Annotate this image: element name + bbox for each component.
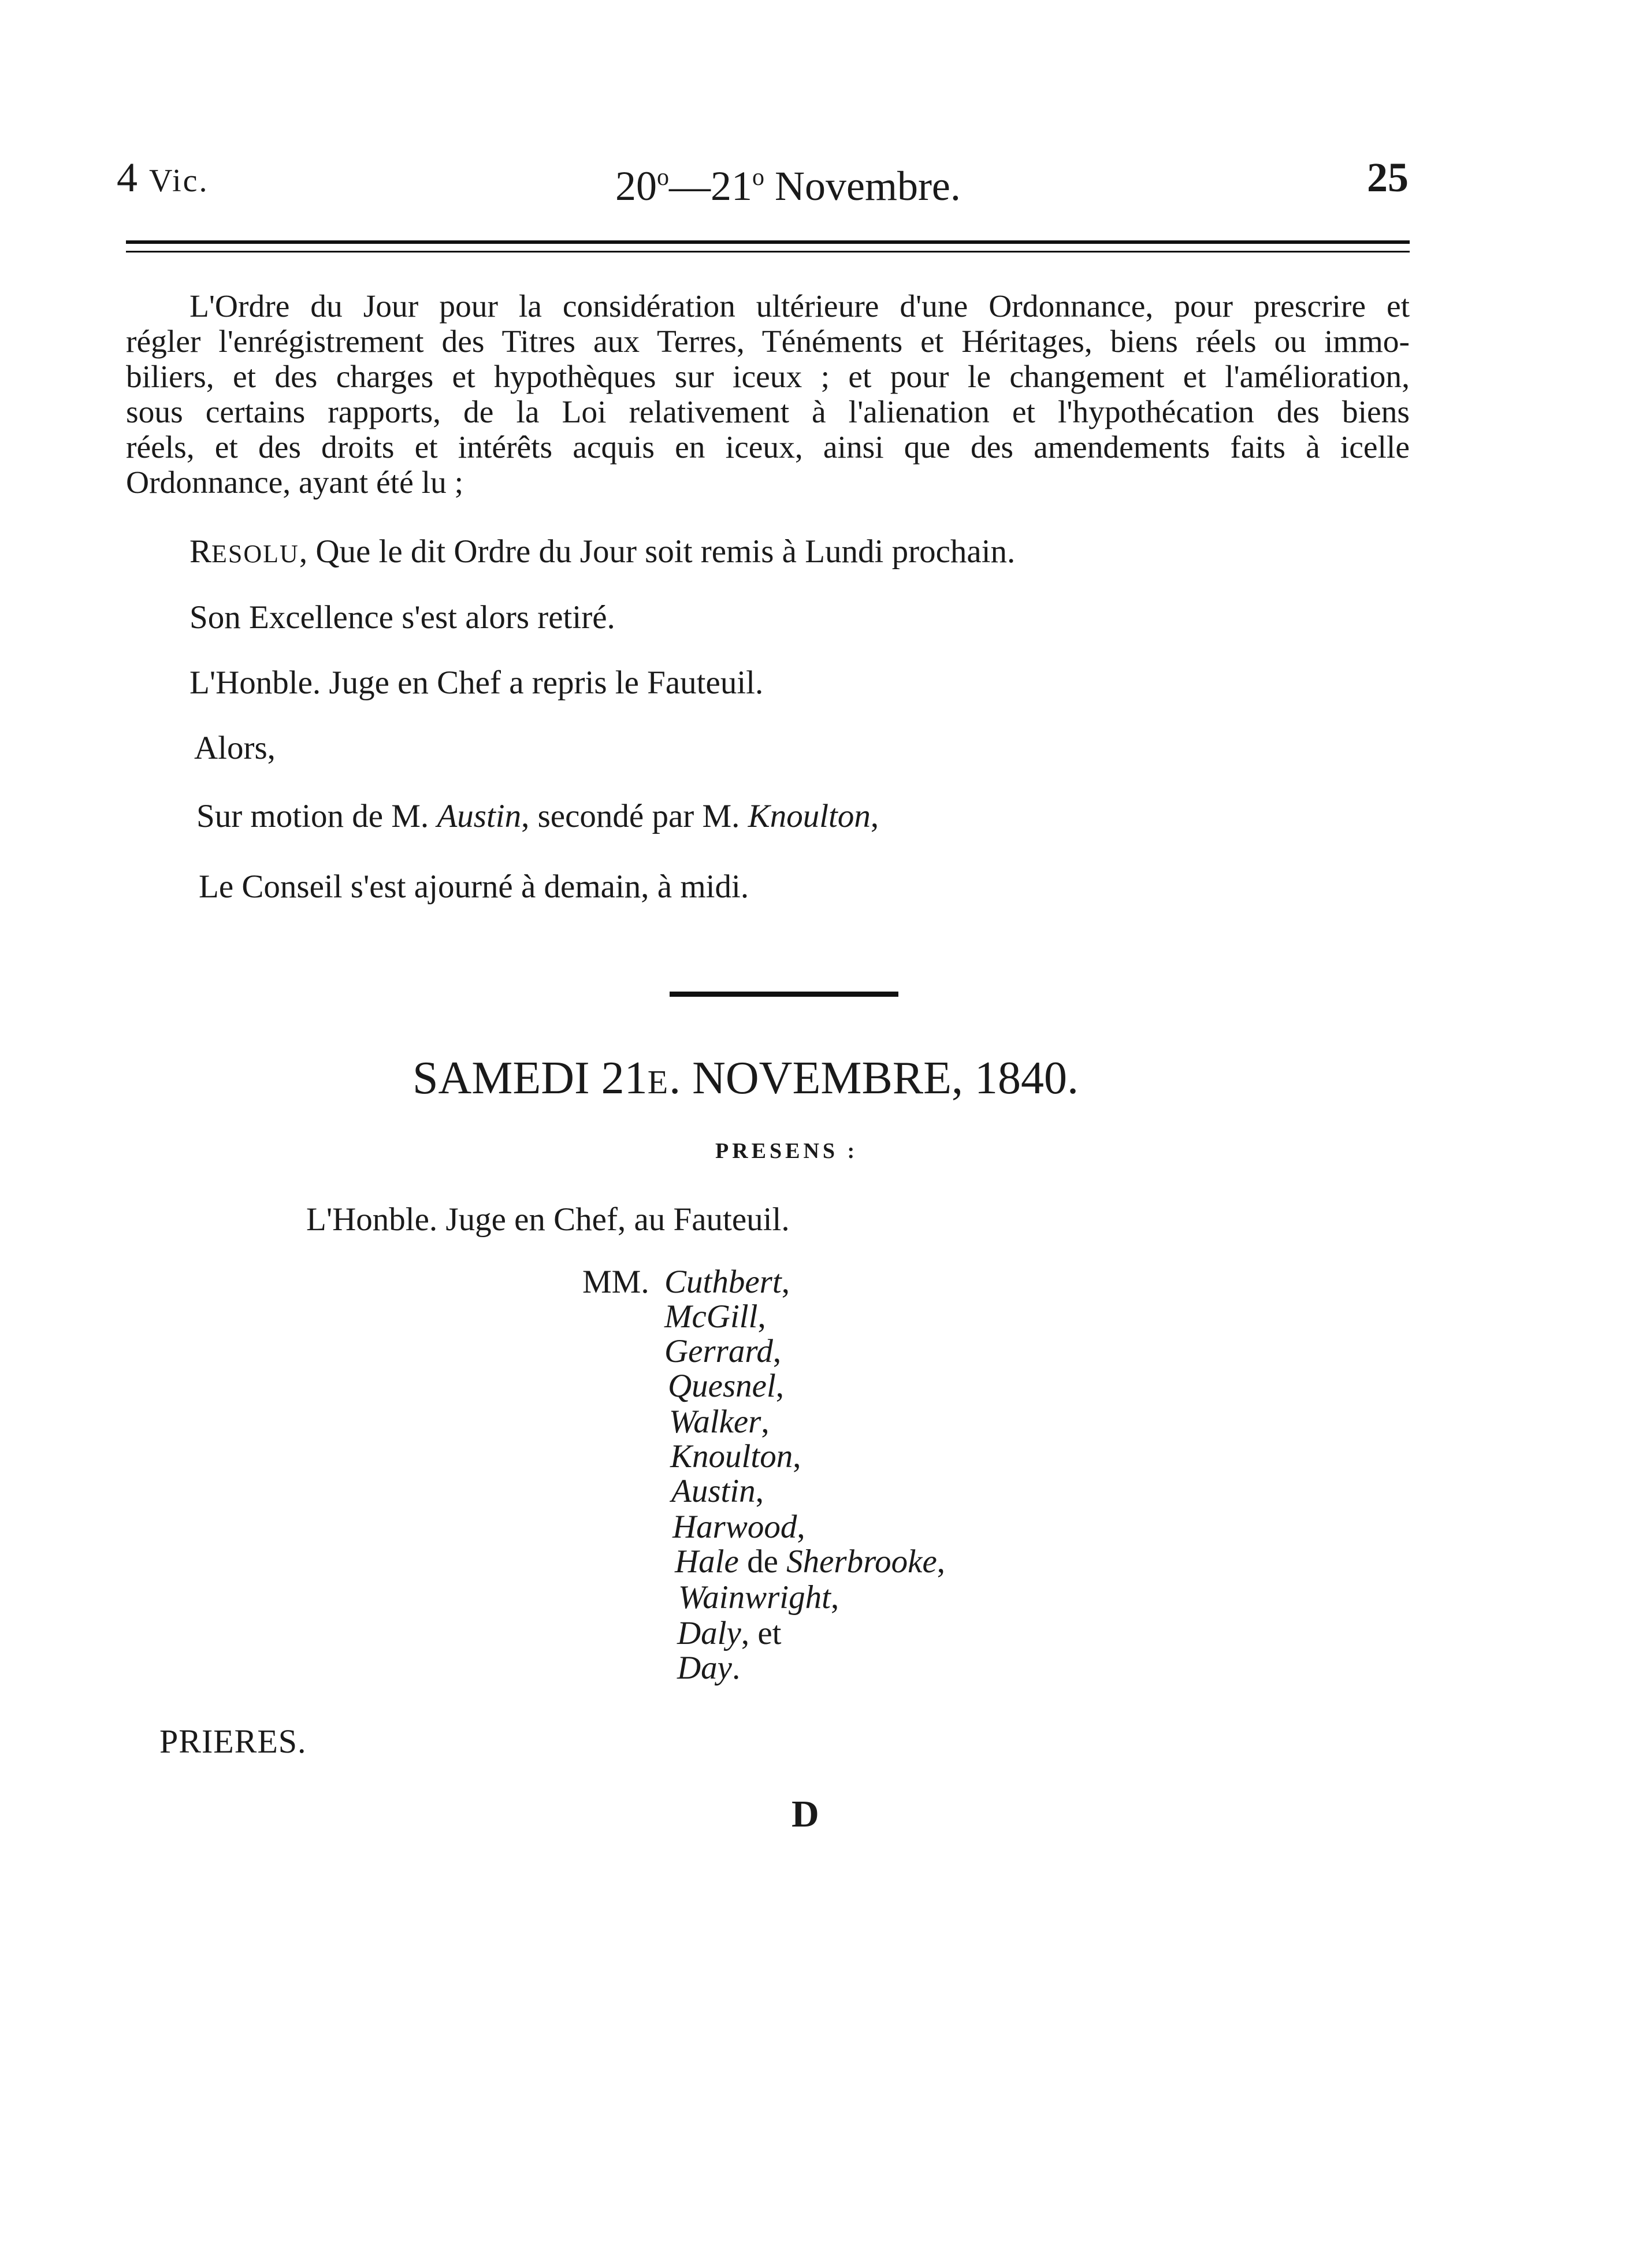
member-name: Knoulton: [670, 1438, 793, 1475]
paragraph-line: sous certains rapports, de la Loi relativement à l'alienation et l'hypothécation des biens: [126, 395, 1410, 430]
session-date-heading: [413, 1051, 1079, 1110]
member-punct: ,: [937, 1543, 946, 1580]
mm-prefix: MM.: [582, 1264, 649, 1300]
member-item: [664, 1335, 781, 1368]
header-rule-thick: [126, 240, 1410, 244]
member-punct: ,: [781, 1264, 790, 1300]
motion-mover-name: Austin: [437, 798, 522, 834]
member-item: [669, 1405, 770, 1438]
header-regnal-abbr: Vic.: [149, 163, 209, 199]
member-name-2: Sherbrooke: [786, 1543, 937, 1580]
member-item: [675, 1545, 945, 1578]
member-punct: ,: [755, 1473, 764, 1509]
chair-resumed-line: L'Honble. Juge en Chef a repris le Fauteuil.: [189, 665, 764, 701]
resolu-text: , Que le dit Ordre du Jour soit remis à Lundi prochain.: [299, 533, 1016, 570]
session-date-rest: . NOVEMBRE, 1840.: [669, 1053, 1079, 1104]
member-item: [672, 1510, 805, 1543]
paragraph-line: Ordonnance, ayant été lu ;: [126, 465, 464, 500]
resolution-line: [189, 532, 1015, 574]
header-rule-thin: [126, 251, 1410, 253]
member-name: Cuthbert: [664, 1264, 782, 1300]
header-dates: [615, 151, 961, 212]
member-name: Harwood: [672, 1509, 797, 1545]
member-connector: de: [738, 1543, 787, 1580]
member-punct: ,: [775, 1368, 785, 1404]
member-punct: .: [731, 1650, 741, 1686]
adjournment-line: Le Conseil s'est ajourné à demain, à midi.: [199, 868, 749, 905]
header-ordinal-1: o: [657, 164, 669, 191]
session-date-ordinal: E: [647, 1063, 670, 1101]
header-regnal-number: 4: [117, 154, 138, 201]
signature-mark: D: [792, 1793, 819, 1835]
member-punct: ,: [761, 1404, 770, 1440]
header-day-1: 20: [615, 163, 657, 209]
motion-prefix: Sur motion de M.: [196, 798, 437, 834]
member-item: [670, 1440, 801, 1473]
member-punct: ,: [830, 1579, 839, 1616]
member-name: Wainwright: [678, 1579, 831, 1616]
member-name: Gerrard: [664, 1333, 773, 1369]
header-regnal-year: [117, 151, 209, 207]
resolu-capital: R: [189, 533, 212, 570]
section-separator: [670, 992, 898, 997]
member-name: Quesnel: [668, 1368, 776, 1404]
member-name: Austin: [671, 1473, 756, 1509]
excellence-retired-line: Son Excellence s'est alors retiré.: [189, 599, 615, 636]
member-item: [664, 1300, 766, 1333]
order-of-day-paragraph: [126, 289, 1410, 500]
page-number: 25: [1367, 154, 1409, 201]
header-ordinal-2: o: [752, 164, 764, 191]
member-punct: ,: [757, 1298, 766, 1335]
member-punct: ,: [772, 1333, 782, 1369]
member-punct: ,: [797, 1509, 805, 1545]
paragraph-line: régler l'enrégistrement des Titres aux Terres, Ténéments et Héritages, biens réels ou immo-: [126, 324, 1410, 359]
motion-seconder-name: Knoulton: [748, 798, 871, 834]
member-item: [671, 1475, 764, 1508]
member-item: [664, 1265, 790, 1298]
motion-line: [196, 796, 879, 837]
member-item: [678, 1581, 839, 1614]
motion-suffix: ,: [870, 798, 879, 834]
paragraph-line: L'Ordre du Jour pour la considération ultérieure d'une Ordonnance, pour prescrire et: [189, 289, 1410, 324]
paragraph-line: biliers, et des charges et hypothèques sur iceux ; et pour le changement et l'amélioration,: [126, 359, 1410, 395]
motion-middle: , secondé par M.: [521, 798, 748, 834]
chair-line: L'Honble. Juge en Chef, au Fauteuil.: [306, 1201, 790, 1238]
member-item: [677, 1617, 781, 1650]
member-name: Hale: [675, 1543, 739, 1580]
member-name: McGill: [664, 1298, 758, 1335]
alors-line: Alors,: [194, 730, 276, 766]
member-item: [668, 1369, 784, 1402]
member-punct: ,: [793, 1438, 801, 1475]
header-dash: —: [669, 163, 711, 209]
member-item: [677, 1651, 740, 1684]
prayers-line: PRIERES.: [159, 1723, 307, 1760]
member-punct: , et: [741, 1615, 782, 1651]
member-name: Daly: [677, 1615, 741, 1651]
header-day-2: 21: [711, 163, 752, 209]
resolu-smallcaps: ESOLU: [211, 540, 299, 568]
member-name: Walker: [669, 1404, 761, 1440]
header-month: Novembre.: [775, 163, 961, 209]
session-date-main: SAMEDI 21: [413, 1053, 648, 1104]
presens-heading: PRESENS :: [715, 1139, 859, 1163]
member-name: Day: [677, 1650, 732, 1686]
paragraph-line: réels, et des droits et intérêts acquis en iceux, ainsi que des amendements faits à icelle: [126, 430, 1410, 465]
